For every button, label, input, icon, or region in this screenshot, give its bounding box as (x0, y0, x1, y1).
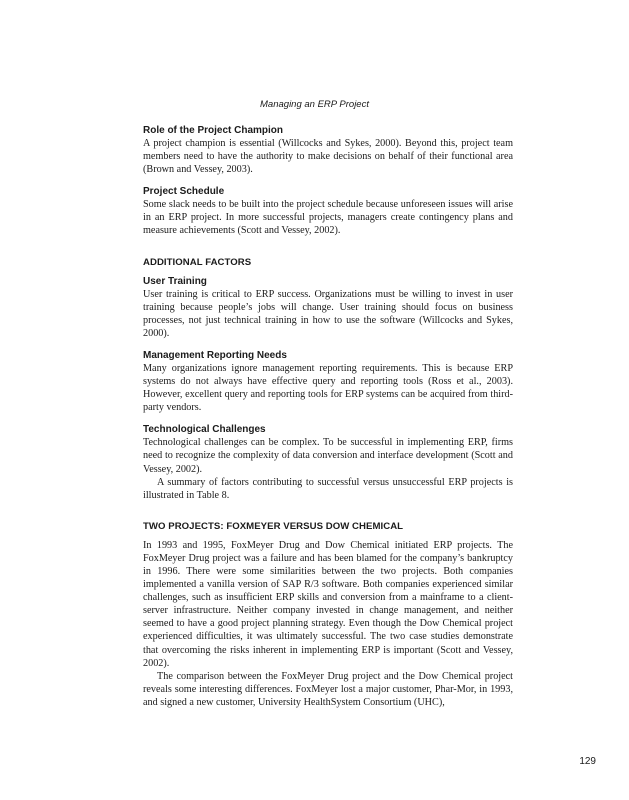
paragraph-summary-table-8: A summary of factors contributing to successful versus unsuccessful ERP projects is illustrated in Table 8. (143, 476, 513, 501)
section-heading-management-reporting: Management Reporting Needs (143, 349, 287, 361)
paragraph-user-training: User training is critical to ERP success. Organizations must be willing to invest in user training because people’s jobs will change. User training should focus on business processes, not just technical training in how to use the software (Willcocks and Sykes, 2000). (143, 288, 513, 339)
paragraph-two-projects-comparison: The comparison between the FoxMeyer Drug project and the Dow Chemical project reveals some interesting differences. FoxMeyer lost a major customer, Phar-Mor, in 1993, and signed a new customer, University HealthSystem Consortium (UHC), (143, 670, 513, 708)
section-heading-user-training: User Training (143, 275, 207, 287)
major-heading-additional-factors: ADDITIONAL FACTORS (143, 256, 252, 268)
paragraph-project-schedule: Some slack needs to be built into the project schedule because unforeseen issues will arise in an ERP project. In more successful projects, managers create contingency plans and measure achievements (Scott and Vessey, 2002). (143, 199, 513, 237)
section-heading-project-schedule: Project Schedule (143, 186, 225, 198)
section-heading-project-champion: Role of the Project Champion (143, 125, 284, 136)
section-heading-technological-challenges: Technological Challenges (143, 424, 266, 436)
paragraph-technological-challenges: Technological challenges can be complex. To be successful in implementing ERP, firms need to recognize the complexity of data conversion and interface development (Scott and Vessey, 2002). (143, 437, 513, 475)
paragraph-management-reporting: Many organizations ignore management reporting requirements. This is because ERP systems do not always have effective query and reporting tools (Ross et al., 2003). However, excellent query and reporting tools for ERP systems can be acquired from third-party vendors. (143, 362, 513, 414)
paragraph-project-champion: A project champion is essential (Willcocks and Sykes, 2000). Beyond this, project team members need to have the authority to make decisions on behalf of their functional area (Brown and Vessey, 2003). (143, 138, 513, 176)
page-content (143, 124, 513, 709)
paragraph-two-projects-intro: In 1993 and 1995, FoxMeyer Drug and Dow Chemical initiated ERP projects. The FoxMeyer Drug project was a failure and has been blamed for the company’s bankruptcy in 1996. There were some similarities between the two projects. Both companies implemented a vanilla version of SAP R/3 software. Both companies experienced similar challenges, such as insufficient ERP skills and conversion from a mainframe to a client-server infrastructure. Neither company invested in change management, and neither seemed to have a good project planning strategy. Even though the Dow Chemical project experienced difficulties, it was ultimately successful. The two case studies demonstrate that overcoming the risks inherent in implementing ERP is important (Scott and Vessey, 2002). (143, 539, 513, 669)
page-number: 129 (579, 756, 596, 767)
running-header: Managing an ERP Project (260, 99, 369, 110)
major-heading-two-projects: TWO PROJECTS: FOXMEYER VERSUS DOW CHEMICAL (143, 520, 404, 532)
